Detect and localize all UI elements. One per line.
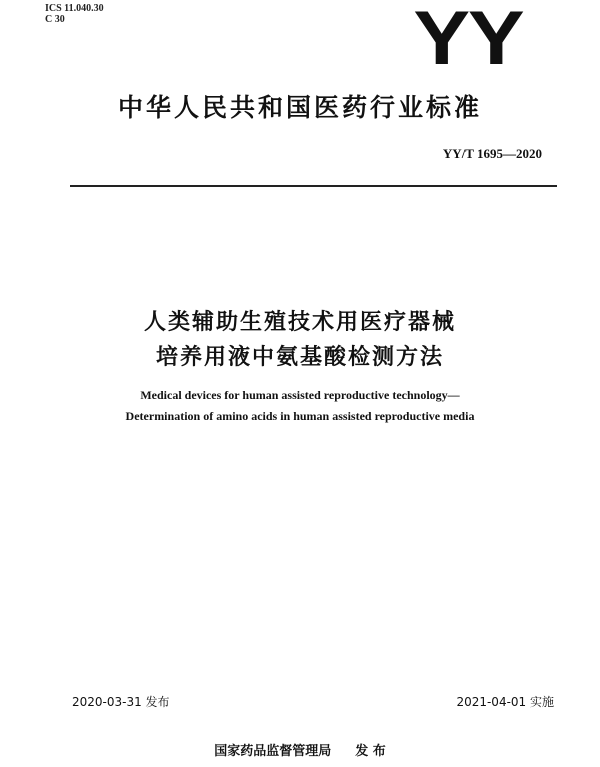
standard-number: YY/T 1695—2020 xyxy=(442,146,542,161)
issue-date: 2020-03-31 发布 xyxy=(72,695,170,709)
publisher-action: 发 布 xyxy=(355,744,386,759)
ics-code: ICS 11.040.30 xyxy=(45,3,104,14)
ccs-code: C 30 xyxy=(45,14,65,25)
classification-codes xyxy=(45,3,104,25)
implementation-date: 2021-04-01 实施 xyxy=(456,695,554,709)
header-divider xyxy=(70,185,557,187)
title-en-line-1: Medical devices for human assisted reproductive technology— xyxy=(140,388,460,402)
title-en-line-2: Determination of amino acids in human assisted reproductive media xyxy=(125,409,475,423)
publisher-name: 国家药品监督管理局 xyxy=(214,744,332,759)
title-zh-line-1: 人类辅助生殖技术用医疗器械 xyxy=(143,310,456,335)
publisher-line xyxy=(0,740,600,759)
title-zh-line-2: 培养用液中氨基酸检测方法 xyxy=(155,345,444,370)
standard-type-heading: 中华人民共和国医药行业标准 xyxy=(117,93,482,122)
standard-logo: YY xyxy=(412,0,522,81)
